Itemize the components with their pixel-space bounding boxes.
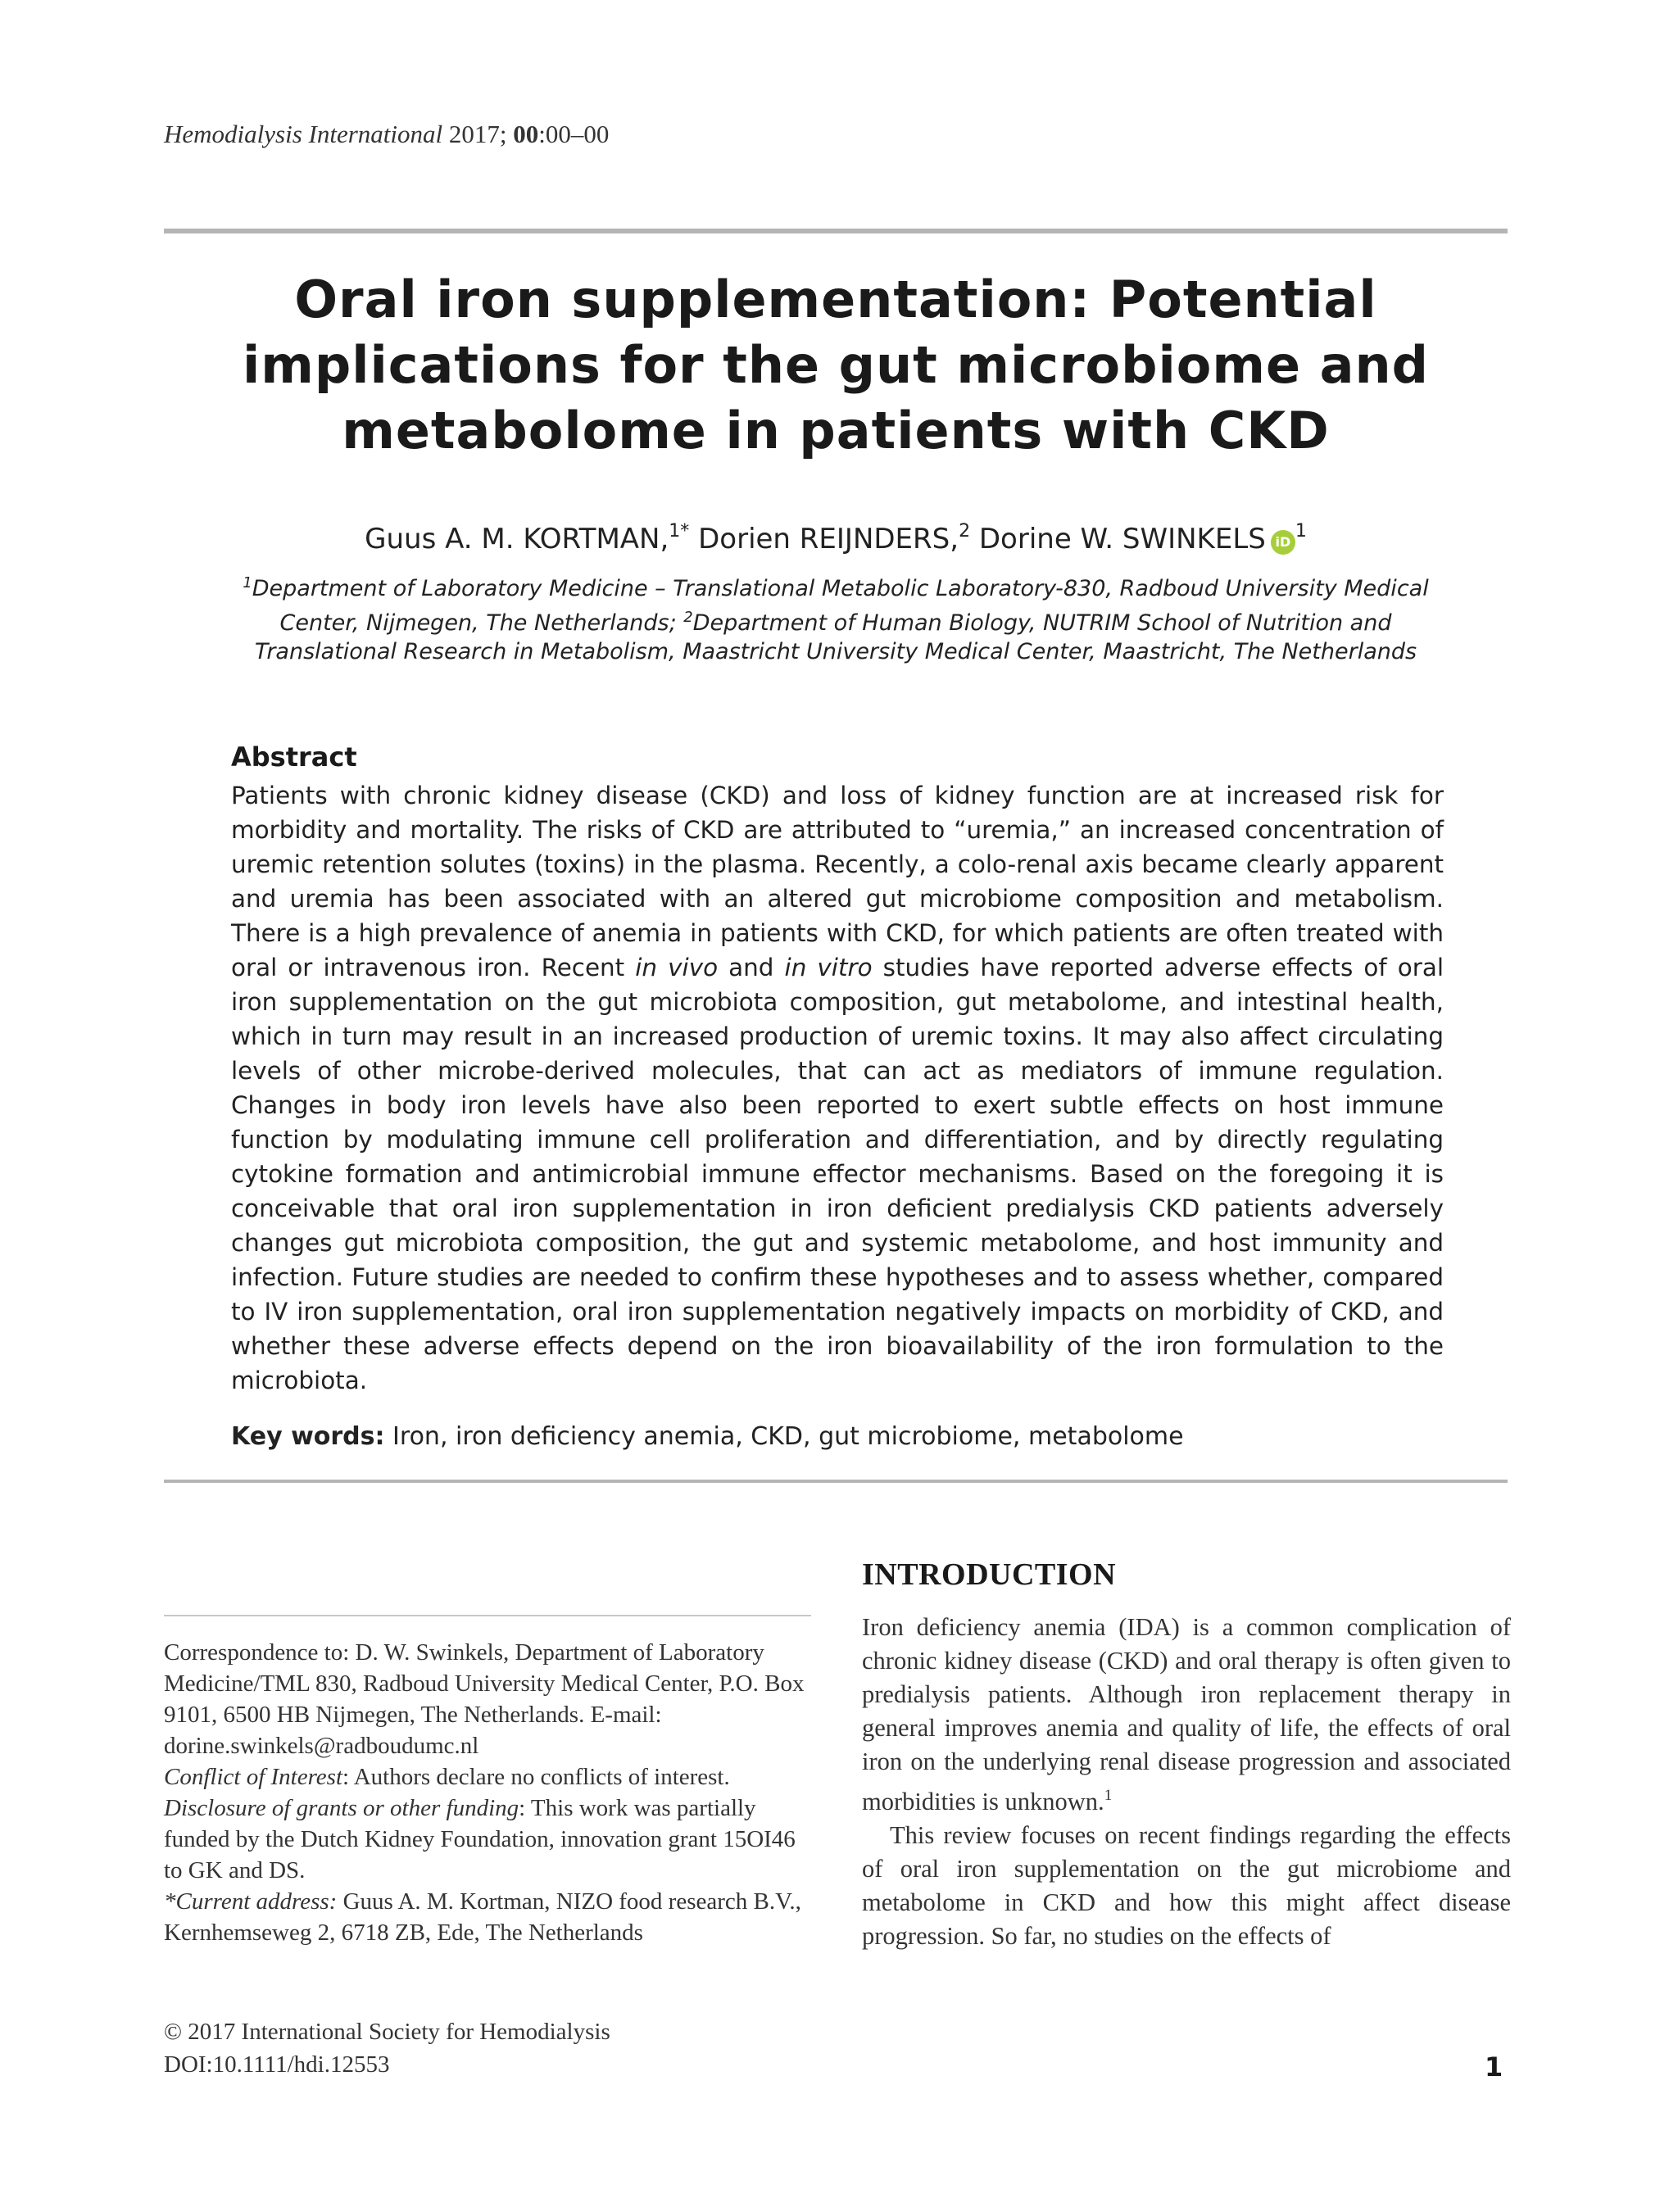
abstract-rule	[164, 1480, 1508, 1483]
funding-text: : This work was partially funded by the Dutch Kidney Foundation, innovation grant 15OI46 to GK and DS.	[164, 1795, 796, 1883]
current-address-text: Guus A. M. Kortman, NIZO food research B.V., Kernhemseweg 2, 6718 ZB, Ede, The Netherlands	[164, 1888, 801, 1946]
author-kortman-affil: 1*	[669, 521, 690, 542]
abstract-and: and	[718, 954, 785, 981]
affiliation-2-marker: 2	[683, 609, 693, 626]
keywords-label: Key words:	[231, 1422, 385, 1451]
conflict-of-interest	[164, 1761, 811, 1793]
copyright-notice: © 2017 International Society for Hemodialysis	[164, 2019, 610, 2045]
journal-name: Hemodialysis International	[164, 120, 443, 148]
abstract-part-1: Patients with chronic kidney disease (CKD) and loss of kidney function are at increased risk for morbidity and mortality. The risks of CKD are attributed to “uremia,” an increased concentration of uremic retention solutes (toxins) in the plasma. Recently, a colo-renal axis became clearly apparent and uremia has been associated with an altered gut microbiome composition and metabolism. There is a high prevalence of anemia in patients with CKD, for which patients are often treated with oral or intravenous iron. Recent	[231, 782, 1444, 981]
affiliation-1: Department of Laboratory Medicine – Translational Metabolic Laboratory-830, Radboud University Medical Center, Nijmegen, The Netherlands;	[252, 576, 1429, 636]
keywords	[231, 1422, 1444, 1451]
keywords-text: Iron, iron deficiency anemia, CKD, gut microbiome, metabolome	[384, 1422, 1184, 1451]
introduction-paragraph-1	[862, 1611, 1511, 1819]
current-address	[164, 1886, 811, 1948]
current-address-label: *Current address:	[164, 1888, 338, 1915]
abstract-in-vitro: in vitro	[784, 954, 873, 981]
abstract-heading: Abstract	[231, 741, 357, 773]
abstract-in-vivo: in vivo	[635, 954, 719, 981]
journal-pages: :00–00	[538, 120, 610, 148]
author-swinkels: Dorine W. SWINKELS	[970, 523, 1266, 555]
correspondence-footnote	[164, 1637, 811, 1948]
affiliation-1-marker: 1	[243, 574, 252, 592]
doi[interactable]: DOI:10.1111/hdi.12553	[164, 2051, 390, 2078]
author-list	[164, 521, 1508, 555]
affiliations	[229, 569, 1442, 666]
article-title: Oral iron supplementation: Potential implications for the gut microbiome and metabolome in patients with CKD	[243, 270, 1429, 460]
journal-volume: 00	[513, 120, 539, 148]
affiliation-2: Department of Human Biology, NUTRIM School of Nutrition and Translational Research in Metabolism, Maastricht University Medical Center, Maastricht, The Netherlands	[254, 610, 1417, 664]
author-reijnders-affil: 2	[959, 521, 971, 542]
page-number: 1	[1485, 2051, 1503, 2083]
introduction-paragraph-1-text: Iron deficiency anemia (IDA) is a common complication of chronic kidney disease (CKD) and oral therapy is often given to predialysis patients. Although iron replacement therapy in general improves anemia and quality of life, the effects of oral iron on the underlying renal disease progression and associated morbidities is unknown.	[862, 1613, 1511, 1815]
conflict-text: : Authors declare no conflicts of interest.	[342, 1764, 730, 1790]
journal-citation	[164, 120, 609, 149]
author-kortman: Guus A. M. KORTMAN,	[365, 523, 669, 555]
abstract-part-2: studies have reported adverse effects of oral iron supplementation on the gut microbiota composition, gut metabolome, and intestinal health, which in turn may result in an increased production of uremic toxins. It may also affect circulating levels of other microbe-derived molecules, that can act as mediators of immune regulation. Changes in body iron levels have also been reported to exert subtle effects on host immune function by modulating immune cell proliferation and differentiation, and by directly regulating cytokine formation and antimicrobial immune effector mechanisms. Based on the foregoing it is conceivable that oral iron supplementation in iron deficient predialysis CKD patients adversely changes gut microbiota composition, the gut and systemic metabolome, and host immunity and infection. Future studies are needed to confirm these hypotheses and to assess whether, compared to IV iron supplementation, oral iron supplementation negatively impacts on morbidity of CKD, and whether these adverse effects depend on the iron bioavailability of the iron formulation to the microbiota.	[231, 954, 1444, 1394]
author-reijnders: Dorien REIJNDERS,	[689, 523, 959, 555]
introduction-heading: INTRODUCTION	[862, 1557, 1117, 1592]
abstract-body	[231, 778, 1444, 1398]
orcid-icon[interactable]: iD	[1271, 530, 1295, 555]
funding-label: Disclosure of grants or other funding	[164, 1795, 519, 1821]
funding-disclosure	[164, 1793, 811, 1886]
journal-year: 2017;	[442, 120, 514, 148]
header-rule	[164, 229, 1508, 233]
introduction-paragraph-2: This review focuses on recent findings regarding the effects of oral iron supplementation on the gut microbiome and metabolome in CKD and how this might affect disease progression. So far, no studies on the effects of	[862, 1821, 1511, 1950]
correspondence-address: Correspondence to: D. W. Swinkels, Department of Laboratory Medicine/TML 830, Radboud University Medical Center, P.O. Box 9101, 6500 HB Nijmegen, The Netherlands. E-mail: dorine.swinkels@radboudumc.nl	[164, 1639, 805, 1759]
copyright-block	[164, 2015, 610, 2081]
introduction-body	[862, 1611, 1511, 1953]
reference-1[interactable]: 1	[1104, 1787, 1113, 1804]
footnote-rule	[164, 1615, 811, 1616]
author-swinkels-affil: 1	[1295, 521, 1307, 542]
conflict-label: Conflict of Interest	[164, 1764, 343, 1790]
